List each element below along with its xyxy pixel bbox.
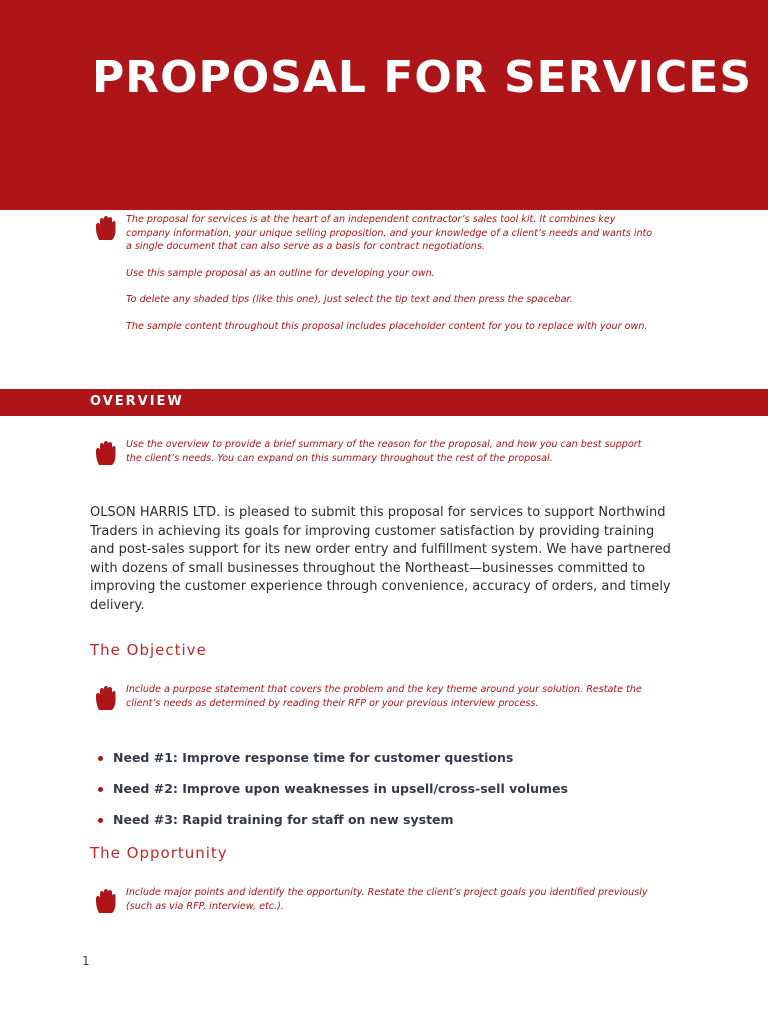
opportunity-heading: The Opportunity [90, 844, 228, 862]
needs-list [98, 750, 568, 843]
need-text: Need #1: Improve response time for customer questions [113, 750, 514, 765]
tip-paragraph: Include major points and identify the opportunity. Restate the client’s project goals you identified previously (such as via RFP, interview, etc.). [126, 887, 648, 912]
tip-paragraph: The sample content throughout this proposal includes placeholder content for you to replace with your own. [126, 320, 648, 332]
document-title: PROPOSAL FOR SERVICES [92, 52, 753, 103]
tip-paragraph: Use this sample proposal as an outline for developing your own. [126, 267, 435, 279]
tip-paragraph: Include a purpose statement that covers the problem and the key theme around your solution. Restate the client’s needs as determined by reading their RFP or your previous interview process. [126, 684, 642, 709]
tip-paragraph: Use the overview to provide a brief summary of the reason for the proposal, and how you can best support the client’s needs. You can expand on this summary throughout the rest of the proposal. [126, 439, 642, 464]
overview-heading: OVERVIEW [90, 394, 184, 409]
page-number: 1 [82, 954, 90, 968]
title-banner [0, 0, 768, 210]
list-item [98, 781, 568, 812]
tip-paragraph: To delete any shaded tips (like this one), just select the tip text and then press the spacebar. [126, 294, 573, 305]
overview-tip [94, 438, 654, 478]
need-text: Need #2: Improve upon weaknesses in upsell/cross-sell volumes [113, 781, 568, 796]
bullet-icon [98, 818, 103, 823]
intro-tip [94, 213, 654, 346]
bullet-icon [98, 756, 103, 761]
overview-body: OLSON HARRIS LTD. is pleased to submit this proposal for services to support Northwind Traders in achieving its goals for improving customer satisfaction by providing training and post-sales support for its new order entry and fulfillment system. We have partnered with dozens of small businesses throughout the Northeast—businesses committed to improving the customer experience through convenience, accuracy of orders, and timely delivery. [90, 505, 671, 613]
objective-tip [94, 683, 654, 723]
bullet-icon [98, 787, 103, 792]
tip-paragraph: The proposal for services is at the heart of an independent contractor’s sales tool kit. It combines key company information, your unique selling proposition, and your knowledge of a client’s needs and wants into a single document that can also serve as a basis for contract negotiations. [126, 214, 653, 252]
hand-stop-icon [94, 888, 116, 914]
overview-section-bar [0, 389, 768, 416]
list-item [98, 750, 568, 781]
opportunity-tip [94, 886, 654, 926]
need-text: Need #3: Rapid training for staff on new system [113, 812, 454, 827]
hand-stop-icon [94, 440, 116, 466]
list-item [98, 812, 568, 843]
hand-stop-icon [94, 215, 116, 241]
hand-stop-icon [94, 685, 116, 711]
objective-heading: The Objective [90, 641, 207, 659]
